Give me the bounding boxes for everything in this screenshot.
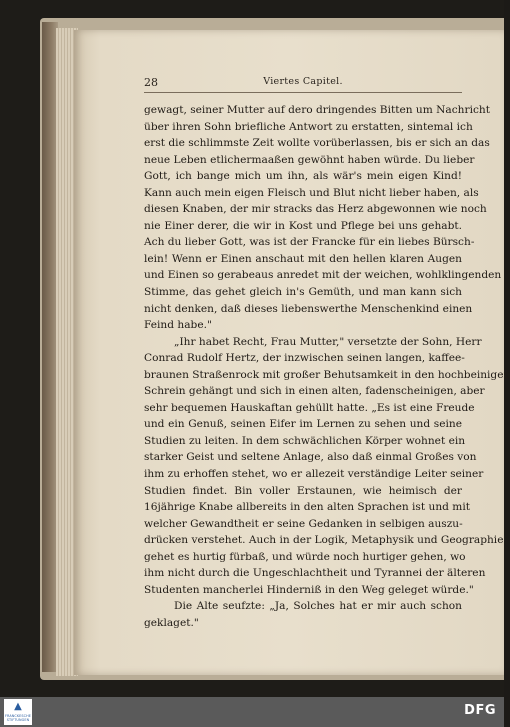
dfg-logo[interactable]: DFG [464,703,496,718]
text-line: und Einen so gerabeaus anredet mit der weichen, wohlklingenden [144,269,502,282]
text-line: starker Geist und seltene Anlage, also daß einmal Großes von [144,451,477,464]
library-emblem-icon: ▲ [14,701,22,712]
chapter-title: Viertes Capitel. [263,76,343,87]
text-line: Schrein gehängt und sich in einen alten, fadenscheinigen, aber [144,385,485,398]
text-line: gehet es hurtig fürbaß, und würde noch hurtiger gehen, wo [144,550,466,563]
text-line: Stimme, das gehet gleich in's Gemüth, und man kann sich [144,286,462,299]
text-line: nie Einer derer, die wir in Kost und Pflege bei uns gehabt. [144,219,462,232]
running-header [144,76,462,93]
text-line: nicht denken, daß dieses liebenswerthe Menschenkind einen [144,302,473,315]
text-line: Gott, ich bange mich um ihn, als wär's mein eigen Kind! [144,170,462,183]
text-line: ihm zu erhoffen stehet, wo er allezeit verständige Leiter seiner [144,468,484,481]
text-line: geklaget." [144,616,199,629]
text-line: lein! Wenn er Einen anschaut mit den hellen klaren Augen [144,252,462,265]
viewer-footer-bar [0,697,504,727]
text-line: sehr bequemen Hauskaftan gehüllt hatte. „Es ist eine Freude [144,401,475,414]
text-line: ihm nicht durch die Ungeschlachtheit und Tyrannei der älteren [144,567,486,580]
text-line: Studien findet. Bin voller Erstaunen, wie heimisch der [144,484,462,497]
text-line: erst die schlimmste Zeit wollte vorüberlassen, bis er sich an das [144,137,490,150]
text-line: welcher Gewandtheit er seine Gedanken in selbigen auszu- [144,517,463,530]
text-line: diesen Knaben, der mir stracks das Herz abgewonnen wie noch [144,203,487,216]
body-text [144,102,510,632]
text-line: 16jährige Knabe allbereits in den alten Sprachen ist und mit [144,501,470,514]
text-line: gewagt, seiner Mutter auf dero dringendes Bitten um Nachricht [144,104,490,116]
text-line: neue Leben etlichermaaßen gewöhnt haben würde. Du lieber [144,153,475,166]
text-line: über ihren Sohn briefliche Antwort zu erstatten, sintemal ich [144,120,473,133]
library-logo-text: FRANCKESCHE STIFTUNGEN [4,714,32,723]
text-line: drücken verstehet. Auch in der Logik, Metaphysik und Geographie [144,534,504,547]
text-line: braunen Straßenrock mit großer Behutsamkeit in den hochbeinigen [144,368,510,381]
text-line: und ein Genuß, seinen Eifer im Lernen zu sehen und seine [144,418,462,431]
page-number: 28 [144,76,158,89]
text-line: Ach du lieber Gott, was ist der Francke für ein liebes Bürsch- [144,236,475,249]
text-line: Conrad Rudolf Hertz, der inzwischen seinen langen, kaffee- [144,352,465,365]
text-line: Kann auch mein eigen Fleisch und Blut nicht lieber haben, als [144,186,479,199]
text-line: Die Alte seufzte: „Ja, Solches hat er mir auch schon [174,600,462,613]
text-line: Feind habe." [144,319,212,332]
text-line: „Ihr habet Recht, Frau Mutter," versetzte der Sohn, Herr [174,335,482,348]
text-line: Studien zu leiten. In dem schwächlichen Körper wohnet ein [144,434,466,447]
text-line: Studenten mancherlei Hinderniß in den Weg geleget würde." [144,583,474,596]
